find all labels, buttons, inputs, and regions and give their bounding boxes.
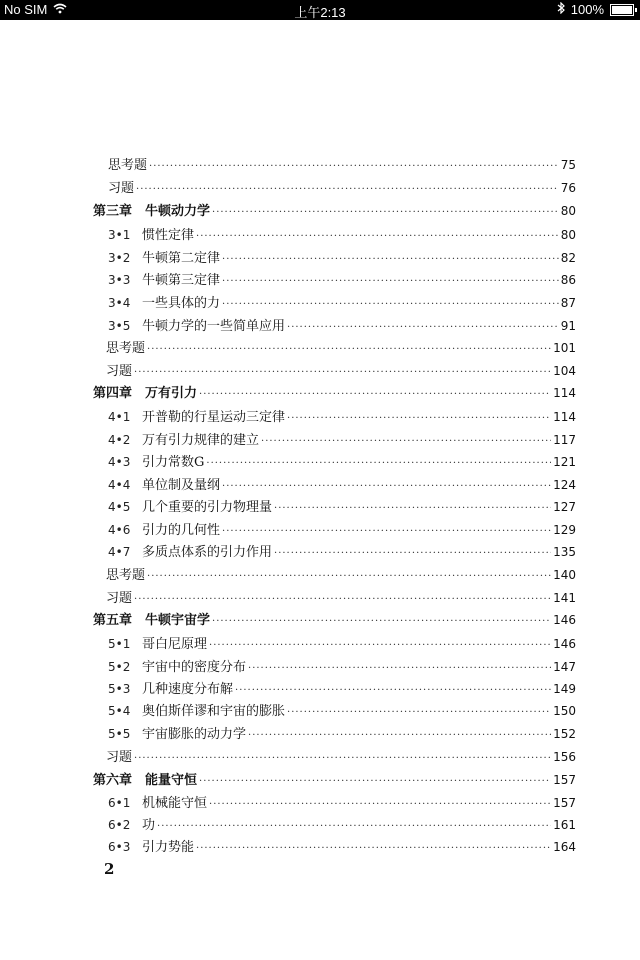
toc-page-number: 135 [553,545,576,559]
leader-dots [209,799,551,810]
toc-entry-title: 机械能守恒 [142,796,208,811]
toc-page-number: 80 [560,204,576,218]
toc-page-number: 82 [560,251,576,265]
leader-dots [222,276,559,287]
toc-entry-title: 牛顿力学的一些简单应用 [142,319,286,334]
toc-entry[interactable] [106,337,576,359]
toc-section-number: 4•2 [108,433,131,447]
leader-dots [196,843,551,854]
leader-dots [134,594,551,605]
page-number: 2 [104,860,115,878]
toc-section-number: 6•1 [108,796,131,810]
toc-entry[interactable] [108,474,576,496]
toc-entry-title: 开普勒的行星运动三定律 [142,410,286,425]
leader-dots [274,548,551,559]
toc-section-number: 5•3 [108,682,131,696]
toc-section-number: 6•3 [108,840,131,854]
leader-dots [147,344,551,355]
leader-dots [261,436,551,447]
toc-chapter-title: 第三章 牛顿动力学 [93,204,211,219]
toc-section-number: 3•5 [108,319,131,333]
leader-dots [136,184,559,195]
battery-icon [610,4,634,16]
leader-dots [287,413,551,424]
toc-entry[interactable] [108,814,576,836]
toc-entry[interactable] [93,769,576,791]
toc-entry-title: 引力势能 [142,840,195,855]
toc-page-number: 149 [553,682,576,696]
toc-entry-title: 一些具体的力 [142,296,221,311]
toc-chapter-title: 第五章 牛顿宇宙学 [93,613,211,628]
toc-entry-title: 习题 [106,364,133,379]
toc-entry-title: 思考题 [108,158,148,173]
toc-page-number: 91 [560,319,576,333]
toc-page-number: 146 [553,613,576,627]
leader-dots [222,254,559,265]
toc-section-number: 5•1 [108,637,131,651]
toc-section-number: 4•3 [108,455,131,469]
status-right [557,2,634,17]
leader-dots [157,821,551,832]
toc-section-number: 3•1 [108,228,131,242]
toc-entry-title: 多质点体系的引力作用 [142,545,273,560]
toc-entry[interactable] [108,269,576,291]
toc-section-number: 3•4 [108,296,131,310]
toc-section-number: 4•6 [108,523,131,537]
toc-page-number: 152 [553,727,576,741]
toc-page-number: 114 [553,386,576,400]
toc-entry[interactable] [108,292,576,314]
toc-entry[interactable] [108,519,576,541]
toc-entry-title: 功 [142,818,156,833]
toc-entry-title: 哥白尼原理 [142,637,208,652]
toc-chapter-title: 第六章 能量守恒 [93,773,198,788]
leader-dots [199,776,551,787]
leader-dots [248,730,551,741]
leader-dots [222,481,551,492]
toc-page-number: 140 [553,568,576,582]
toc-entry[interactable] [108,723,576,745]
toc-entry[interactable] [108,633,576,655]
leader-dots [287,322,559,333]
toc-entry[interactable] [106,360,576,382]
leader-dots [196,231,559,242]
toc-page-number: 127 [553,500,576,514]
carrier-label: No SIM [4,2,48,17]
book-page[interactable] [0,20,640,960]
toc-page-number: 101 [553,341,576,355]
toc-entry[interactable] [93,609,576,631]
toc-page-number: 129 [553,523,576,537]
toc-entry-title: 牛顿第三定律 [142,273,221,288]
toc-entry-title: 引力的几何性 [142,523,221,538]
toc-entry-title: 引力常数G [142,455,205,470]
toc-chapter-title: 第四章 万有引力 [93,386,198,401]
toc-entry-title: 单位制及量纲 [142,478,221,493]
toc-entry-title: 宇宙膨胀的动力学 [142,727,247,742]
toc-entry[interactable] [106,564,576,586]
toc-page-number: 161 [553,818,576,832]
toc-entry[interactable] [108,656,576,678]
toc-entry-title: 奥伯斯佯谬和宇宙的膨胀 [142,704,286,719]
toc-entry-title: 几个重要的引力物理量 [142,500,273,515]
leader-dots [248,663,551,674]
toc-entry[interactable] [108,224,576,246]
leader-dots [149,161,559,172]
toc-section-number: 5•2 [108,660,131,674]
toc-section-number: 4•4 [108,478,131,492]
leader-dots [147,571,551,582]
status-bar [0,0,640,20]
leader-dots [134,753,551,764]
toc-section-number: 5•5 [108,727,131,741]
toc-page-number: 75 [560,158,576,172]
bluetooth-icon [557,2,565,17]
toc-entry-title: 思考题 [106,341,146,356]
toc-page-number: 104 [553,364,576,378]
toc-page-number: 146 [553,637,576,651]
toc-page-number: 121 [553,455,576,469]
toc-entry-title: 惯性定律 [142,228,195,243]
toc-page-number: 156 [553,750,576,764]
toc-entry-title: 几种速度分布解 [142,682,234,697]
toc-entry[interactable] [108,700,576,722]
battery-fill [612,6,632,14]
toc-page-number: 114 [553,410,576,424]
toc-entry[interactable] [108,315,576,337]
leader-dots [209,640,551,651]
toc-page-number: 80 [560,228,576,242]
leader-dots [287,707,551,718]
toc-entry-title: 思考题 [106,568,146,583]
clock: 上午2:13 [294,5,346,20]
leader-dots [222,526,551,537]
leader-dots [222,299,559,310]
toc-page-number: 141 [553,591,576,605]
toc-entry[interactable] [108,836,576,858]
leader-dots [206,458,551,469]
toc-entry[interactable] [108,541,576,563]
toc-page-number: 150 [553,704,576,718]
toc-entry[interactable] [108,177,576,199]
toc-section-number: 3•2 [108,251,131,265]
toc-entry[interactable] [106,587,576,609]
toc-entry[interactable] [108,429,576,451]
toc-entry-title: 习题 [108,181,135,196]
leader-dots [212,207,559,218]
toc-entry[interactable] [108,247,576,269]
toc-entry-title: 万有引力规律的建立 [142,433,260,448]
leader-dots [134,367,551,378]
toc-section-number: 4•1 [108,410,131,424]
leader-dots [199,389,551,400]
toc-page-number: 157 [553,796,576,810]
leader-dots [274,503,551,514]
toc-entry[interactable] [108,406,576,428]
toc-section-number: 4•5 [108,500,131,514]
toc-entry[interactable] [108,678,576,700]
toc-entry-title: 习题 [106,591,133,606]
battery-percent: 100% [570,2,604,17]
toc-entry-title: 习题 [106,750,133,765]
toc-section-number: 3•3 [108,273,131,287]
toc-page-number: 147 [553,660,576,674]
toc-page-number: 86 [560,273,576,287]
toc-entry[interactable] [108,154,576,176]
toc-page-number: 164 [553,840,576,854]
toc-entry-title: 宇宙中的密度分布 [142,660,247,675]
toc-section-number: 6•2 [108,818,131,832]
toc-page-number: 87 [560,296,576,310]
toc-entry[interactable] [108,451,576,473]
toc-section-number: 4•7 [108,545,131,559]
toc-entry[interactable] [106,746,576,768]
toc-section-number: 5•4 [108,704,131,718]
toc-page-number: 117 [553,433,576,447]
toc-entry[interactable] [108,792,576,814]
leader-dots [212,616,551,627]
toc-page-number: 124 [553,478,576,492]
toc-entry-title: 牛顿第二定律 [142,251,221,266]
toc-entry[interactable] [93,382,576,404]
toc-entry[interactable] [108,496,576,518]
toc-page-number: 76 [560,181,576,195]
toc-entry[interactable] [93,200,576,222]
toc-page-number: 157 [553,773,576,787]
leader-dots [235,685,551,696]
